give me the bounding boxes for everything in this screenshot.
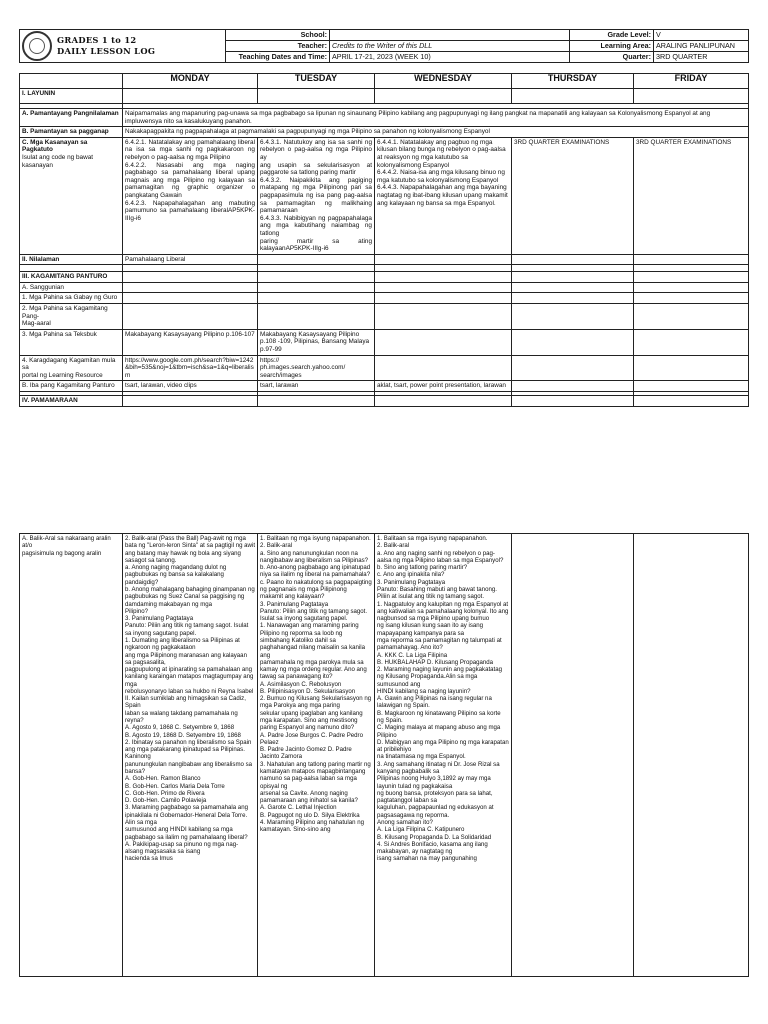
grade-value: V [654,30,749,41]
day-thursday: THURSDAY [512,74,634,89]
kasanayan-wednesday: 6.4.4.1. Natatalakay ang pagbuo ng mga kilusan bilang bunga ng rebelyon o pag-aalsa at reaksyon ng mga katutubo sa kolonyalismong Espanyol 6.4.4.2. Naisa-isa ang mga kilusang binuo ng mga katutubo sa kolonyalismong Espanyol 6.4.4.3. Napapahalagahan ang mga bayaning nagtatag ng ibat-ibang kilusan upang makamit ang kalayaan ng bansa sa mga Espanyol. [375,137,512,254]
deped-seal-icon [22,31,52,61]
day-wednesday: WEDNESDAY [375,74,512,89]
school-value [330,30,570,41]
pamantayang-pangnilalaman-label: A. Pamantayang Pangnilalaman [20,109,123,127]
section-layunin: I. LAYUNIN [20,89,123,104]
lesson-grid-page1 [19,73,749,407]
grade-label: Grade Level: [570,30,654,41]
pamamaraan-row [20,396,749,407]
day-friday: FRIDAY [634,74,749,89]
teksbuk-row [20,329,749,355]
pamamaraan-label: IV. PAMAMARAAN [20,396,123,407]
balik-aral-label: A. Balik-Aral sa nakaraang aralin at/o pagsisimula ng bagong aralin [20,534,123,977]
kagamitang-mag-aaral-row [20,304,749,330]
teksbuk-label: 3. Mga Pahina sa Teksbuk [20,329,123,355]
teksbuk-monday: Makabayang Kasaysayang Pilipino p.106-107 [123,329,258,355]
gabay-guro-row [20,293,749,304]
pamantayan-pagganap-text: Nakakapagpakita ng pagpapahalaga at pagmamalaki sa pagpupunyagi ng mga Pilipino sa panahon ng kolonyalismong Espanyol [123,127,749,138]
pamantayang-pangnilalaman-text: Naipamamalas ang mapanuring pag-unawa sa mga pagbabago sa lipunan ng sinaunang Pilipino kabilang ang pagpupunyagi ng ilang pangkat na mapanatili ang kalayaan sa Kolonyalismong Espanyol at ang impluwensya nito sa kasalukuyang panahon. [123,109,749,127]
iba-pang-kagamitan-tuesday: tsart, larawan [258,381,375,392]
header-table [19,29,749,63]
iba-pang-kagamitan-monday: tsart, larawan, video clips [123,381,258,392]
nilalaman-row [20,254,749,265]
kagamitan-label: III. KAGAMITANG PANTURO [20,272,123,283]
kagamitan-row [20,272,749,283]
day-monday: MONDAY [123,74,258,89]
kasanayan-sub: Isulat ang code ng bawat kasanayan [22,153,94,169]
balik-aral-friday [634,534,749,977]
area-value: ARALING PANLIPUNAN [654,41,749,52]
teksbuk-tuesday: Makabayang Kasaysayang Pilipino p.108 -109, Pilipinas, Bansang Malaya p.97-99 [258,329,375,355]
karagdagan-tuesday-link[interactable]: https:// ph.images.search.yahoo.com/ search/images [258,355,375,381]
balik-aral-tuesday: 1. Balitaan ng mga isyung napapanahon. 2. Balik-aral a. Sino ang nanunungkulan noon na nangibabaw ang liberalism sa Pilipinas? b. Ano-anong pagbabago ang ipinatupad niya sa ilalim ng liberal na pamamahala? c. Paano ito nakatulong sa pagpapaigting ng pagnanais ng mga Pilipinong makamit ang kalayaan? 3. Panimulang Pagtataya Panuto: Piliin ang titik ng tamang sagot. Isulat sa inyong sagutang papel. 1. Nanawagan ang maraming paring Pilipino ng reporma sa loob ng simbahang Katoliko dahil sa paghahangad nilang maisalin sa kanila ang pamamahala ng mga parokya mula sa kamay ng mga ordeng regular. Ano ang tawag sa panawagang ito? A. Asimilasyon C. Rebolusyon B. Pilipinisasyon D. Sekularisasyon 2. Bumuo ng Kilusang Sekularisasyon ng mga Parokya ang mga paring sekular upang ipaglaban ang kanilang mga karapatan. Sino ang mestisong paring Espanyol ang namuno dito? A. Padre Jose Burgos C. Padre Pedro Pelaez B. Padre Jacinto Gomez D. Padre Jacinto Zamora 3. Nahatulan ang tatlong paring martir ng kamatayan matapos mapagbintangang namuno sa pag-aalsa laban sa mga opisyal ng arsenal sa Cavite. Anong naging pamamaraan ang inihatol sa kanila? A. Garote C. Lethal Injection B. Pagpugot ng ulo D. Silya Elektrika 4. Maraming Pilipino ang nahatulan ng kamatayan. Sino-sino ang [258,534,375,977]
logo-title-line2: DAILY LESSON LOG [57,46,156,56]
dates-label: Teaching Dates and Time: [226,52,330,63]
day-tuesday: TUESDAY [258,74,375,89]
logo-block [20,30,226,63]
corner-cell [20,74,123,89]
dates-value: APRIL 17-21, 2023 (WEEK 10) [330,52,570,63]
logo-title-line1: GRADES 1 to 12 [57,35,137,45]
area-label: Learning Area: [570,41,654,52]
karagdagan-monday-link[interactable]: https://www.google.com.ph/search?biw=1242&bih=535&noj=1&tbm=isch&sa=1&q=liberalism [123,355,258,381]
nilalaman-label: II. Nilalaman [20,254,123,265]
sanggunian-row [20,282,749,293]
kasanayan-thursday: 3RD QUARTER EXAMINATIONS [512,137,634,254]
kasanayan-monday: 6.4.2.1. Natatalakay ang pamahalaang liberal na isa sa mga sanhi ng pagkakaroon ng rebelyon o pag-aalsa ng mga Pilipino 6.4.2.2. Nasasabi ang mga naging pagbabago sa pamahalaang liberal upang magnais ang mga Pilipino ng kalayaan sa pamamagitan ng graphic organizer o pangkatang Gawain 6.4.2.3. Napapahalagahan ang mabuting pamumuno sa pamahalaang liberalAP5KPK-IIIg-i6 [123,137,258,254]
day-header-row [20,74,749,89]
balik-aral-wednesday: 1. Balitaan sa mga isyung napapanahon. 2. Balik-aral a. Ano ang naging sanhi ng rebelyon o pag-aalsa ng mga Pilipino laban sa mga Espanyol? b. Sino ang tatlong paring martir? c. Ano ang ipinakita nila? 3. Panimulang Pagtataya Panuto: Basahing mabuti ang bawat tanong. Piliin at isulat ang titik ng tamang sagot. 1. Nagpatuloy ang kalupitan ng mga Espanyol at ang katiwalian sa pamahalaang kolonyal. Ito ang nagbunsod sa mga Pilipino upang bumuo ng isang kilusan kung saan ito ay isang mapayapang kampanya para sa mga reporma sa pamamagitan ng talumpati at pamamahayag. Ano ito? A. KKK C. La Liga Filipina B. HUKBALAHAP D. Kilusang Propaganda 2. Maraming naging layunin ang pagkakatatag ng Kilusang Propaganda.Alin sa mga sumusunod ang HINDI kabilang sa naging layunin? A. Gawin ang Pilipinas na isang regular na lalawigan ng Spain. B. Magkaroon ng kinatawang Pilipino sa korte ng Spain. C. Maging malaya at mapang abuso ang mga Pilipino D. Mabigyan ang mga Pilipino ng mga karapatan at pribilehiyo na tinatamasa ng mga Espanyol. 3. Ang samahang itinatag ni Dr. Jose Rizal sa kanyang pagbabalik sa Pilipinas noong Hulyo 3,1892 ay may mga layunin tulad ng pagkakaisa ng buong bansa, proteksyon para sa lahat, pagtatanggol laban sa kaguluhan, pagpapaunlad ng edukasyon at pagsasagawa ng reporma. Anong samahan ito? A. La Liga Filipina C. Katipunero B. Kilusang Propaganda D. La Solidaridad 4. Si Andres Bonifacio, kasama ang ilang makabayan, ay nagtatag ng isang samahan na may pangunahing [375,534,512,977]
sanggunian-label: A. Sanggunian [20,282,123,293]
kasanayan-friday: 3RD QUARTER EXAMINATIONS [634,137,749,254]
karagdagan-label: 4. Karagdagang Kagamitan mula sa portal ng Learning Resource [20,355,123,381]
balik-aral-thursday [512,534,634,977]
gabay-guro-label: 1. Mga Pahina sa Gabay ng Guro [20,293,123,304]
quarter-label: Quarter: [570,52,654,63]
kasanayan-tuesday: 6.4.3.1. Natutukoy ang isa sa sanhi ng rebelyon o pag-aalsa ng mga Pilipino ay ang usapin sa sekularisasyon at paggarote sa tatlong paring martir 6.4.3.2. Naipakikita ang pagiging matapang ng mga Pilipinong pari sa pagpapasimula ng isa pang pag-aalsa sa pamamagitan ng malikhaing pamamaraan 6.4.3.3. Nabibigyan ng pagpapahalaga ang mga kabutihang naiambag ng tatlong paring martir sa ating kalayaanAP5KPK-IIIg-i6 [258,137,375,254]
teacher-value: Credits to the Writer of this DLL [330,41,570,52]
pamantayang-pangnilalaman-row [20,109,749,127]
kasanayan-label: C. Mga Kasanayan sa Pagkatuto [22,138,88,154]
quarter-value: 3RD QUARTER [654,52,749,63]
nilalaman-monday: Pamahalaang Liberal [123,254,258,265]
pamantayan-pagganap-row [20,127,749,138]
logo-title [57,35,155,57]
balik-aral-row [20,534,749,977]
iba-pang-kagamitan-wednesday: aklat, tsart, power point presentation, larawan [375,381,512,392]
pamantayan-pagganap-label: B. Pamantayan sa pagganap [20,127,123,138]
spacer-row [20,265,749,272]
lesson-grid-page2 [19,533,749,977]
iba-pang-kagamitan-label: B. Iba pang Kagamitang Panturo [20,381,123,392]
section-layunin-row [20,89,749,104]
iba-pang-kagamitan-row [20,381,749,392]
school-label: School: [226,30,330,41]
karagdagan-row [20,355,749,381]
kasanayan-row [20,137,749,254]
balik-aral-monday: 2. Balik-aral (Pass the Ball) Pag-awit ng mga bata ng "Leron-leron Sinta" at sa pagtigil ng awit ang batang may hawak ng bola ang siyang sasagot sa tanong. a. Anong naging magandang dulot ng pagbubukas ng bansa sa kalakalang pandaigdig? b. Anong mahalagang bahaging ginampanan ng pagbubukas ng Suez Canal sa paggising ng damdaming makabayan ng mga Pilipino? 3. Panimulang Pagtataya Panuto: Piliin ang titik ng tamang sagot. Isulat sa inyong sagutang papel. 1. Dumating ang liberalismo sa Pilipinas at ngkaroon ng pagkakataon ang mga Pilipinong maranasan ang kalayaan sa pagsasalita, pagpupulong at ipinarating sa pamahalaan ang kanilang karaingan matapos magtagumpay ang mga rebolusyonaryo laban sa hukbo ni Reyna Isabel II. Kailan sumiklab ang himagsikan sa Cadiz, Spain laban sa walang takdang pamamahala ng reyna? A. Agosto 9, 1868 C. Setyembre 9, 1868 B. Agosto 19, 1868 D. Setyembre 19, 1868 2. Ibinatay sa panahon ng liberalismo sa Spain ang mga patakarang ipinatupad sa Pilipinas. Kaninong panunungkulan nangibabaw ang liberalismo sa bansa? A. Gob-Hen. Ramon Blanco B. Gob-Hen. Carlos Maria Dela Torre C. Gob-Hen. Primo de Rivera D. Gob-Hen. Camilo Polavieja 3. Maraming pagbabago sa pamamahala ang ipinakilala ni Gobernador-Heneral Dela Torre. Alin sa mga sumusunod ang HINDI kabilang sa mga pagbabago sa ilalim ng pamahalaang liberal? A. Pakikipag-usap sa pinuno ng mga nag-alsang magsasaka sa isang hacienda sa Imus [123,534,258,977]
kasanayan-label-cell [20,137,123,254]
teacher-label: Teacher: [226,41,330,52]
kagamitang-mag-aaral-label: 2. Mga Pahina sa Kagamitang Pang- Mag-aaral [20,304,123,330]
